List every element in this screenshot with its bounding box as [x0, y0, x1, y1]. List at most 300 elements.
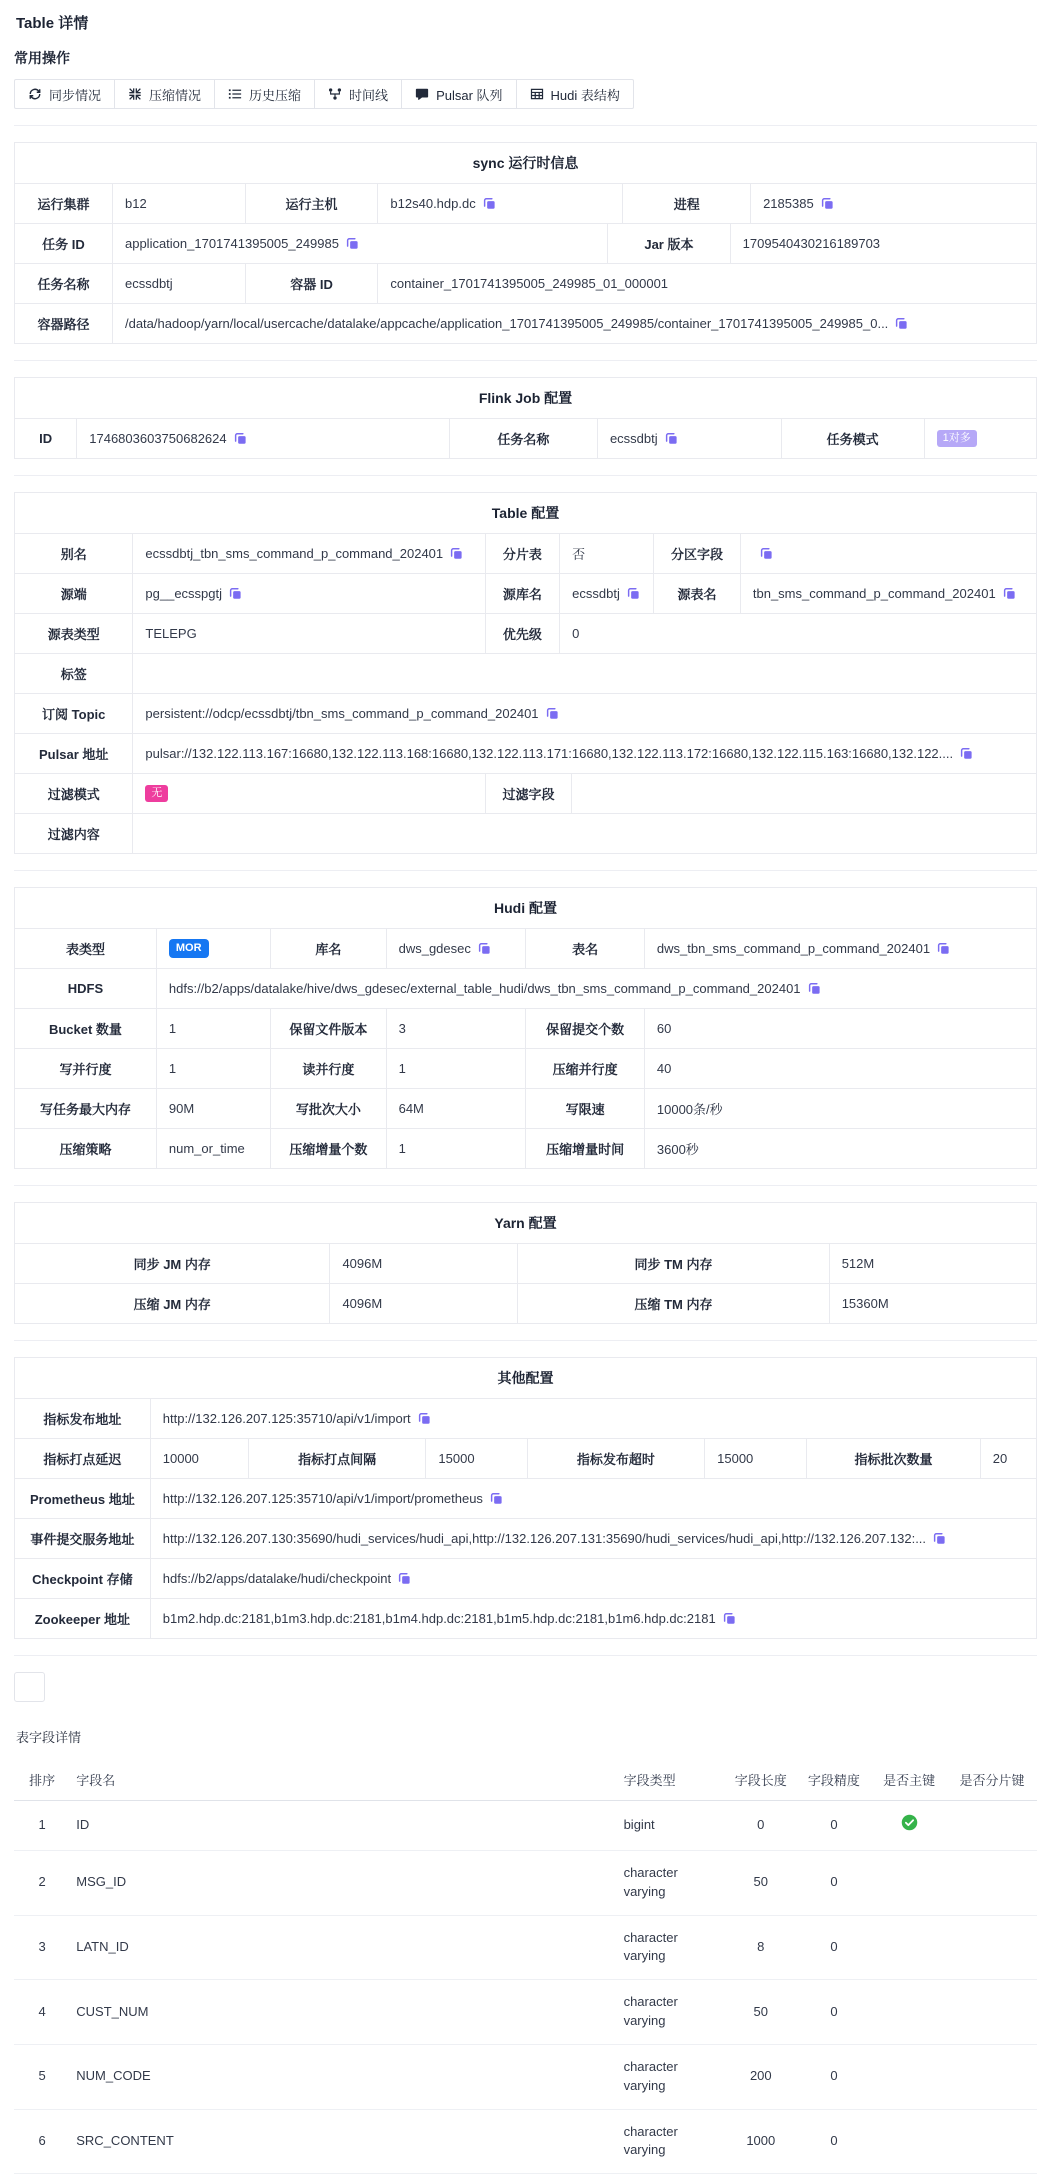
value-text: 3 [398, 1021, 406, 1036]
check-circle-icon [901, 1814, 918, 1831]
config-row [15, 1398, 1036, 1438]
field-precision: 0 [797, 1850, 872, 1915]
config-label [15, 1009, 156, 1048]
value-text: 40 [656, 1061, 672, 1076]
value-text: application_1701741395005_249985 [124, 236, 339, 251]
label-text: HDFS [67, 981, 104, 996]
field-primary-key [871, 2109, 947, 2174]
card-title: Yarn 配置 [494, 1215, 557, 1231]
hudi-schema-button[interactable] [516, 79, 634, 109]
config-label [15, 614, 132, 653]
config-value [156, 969, 1036, 1008]
value-text: 15000 [717, 1451, 754, 1466]
label-text: 压缩并行度 [552, 1062, 618, 1077]
value-text: dws_tbn_sms_command_p_command_202401 [656, 941, 931, 956]
value-text: 60 [656, 1021, 672, 1036]
config-value [132, 734, 1036, 773]
config-value [132, 614, 484, 653]
fields-column-header: 字段精度 [797, 1759, 872, 1801]
config-label [15, 1599, 150, 1638]
label-text: 写限速 [565, 1102, 605, 1117]
field-precision: 0 [797, 1915, 872, 1980]
config-row [15, 1283, 1036, 1323]
value-text: 否 [572, 547, 586, 562]
config-label [525, 1129, 643, 1168]
copy-icon[interactable] [398, 1572, 411, 1585]
config-label [15, 574, 132, 613]
pulsar-queue-button[interactable] [401, 79, 516, 109]
config-row [15, 733, 1036, 773]
fields-column-header: 字段长度 [725, 1759, 797, 1801]
config-label [270, 1129, 385, 1168]
card-title: Flink Job 配置 [478, 390, 573, 406]
hudi-config-card [14, 887, 1037, 1169]
message-icon [415, 87, 429, 101]
card-title: Table 配置 [491, 505, 560, 521]
fields-column-header: 字段名 [70, 1759, 617, 1801]
config-value [980, 1439, 1036, 1478]
config-value [597, 419, 781, 458]
value-text: 4096M [342, 1256, 383, 1271]
config-row [15, 533, 1036, 573]
copy-icon[interactable] [627, 587, 640, 600]
value-text: hdfs://b2/apps/datalake/hive/dws_gdesec/external_table_hudi/dws_tbn_sms_command_p_command_202401 [168, 981, 801, 996]
copy-icon[interactable] [450, 547, 463, 560]
label-text: 容器路径 [37, 317, 90, 332]
field-length: 200 [725, 2044, 797, 2109]
config-label [449, 419, 597, 458]
label-text: 指标发布超时 [576, 1452, 655, 1467]
config-label [270, 929, 385, 968]
config-label [485, 534, 560, 573]
flink-job-card [14, 377, 1037, 459]
config-value [740, 534, 1036, 573]
field-order: 2 [14, 1850, 70, 1915]
timeline-icon [328, 87, 342, 101]
config-row [15, 1558, 1036, 1598]
copy-icon[interactable] [1003, 587, 1016, 600]
config-row [15, 813, 1036, 853]
value-text: ecssdbtj [124, 276, 173, 291]
timeline-button[interactable] [314, 79, 402, 109]
label-text: 同步 TM 内存 [634, 1257, 713, 1272]
field-length: 50 [725, 1850, 797, 1915]
config-value [112, 184, 245, 223]
config-value [425, 1439, 526, 1478]
field-type: character varying [618, 2109, 725, 2174]
field-name: LATN_ID [70, 1915, 617, 1980]
config-label [15, 1479, 150, 1518]
label-text: Zookeeper 地址 [34, 1612, 131, 1627]
value-text: container_1701741395005_249985_01_000001 [390, 276, 669, 291]
config-value [150, 1519, 1036, 1558]
label-text: 保留文件版本 [289, 1022, 368, 1037]
config-value [386, 1089, 526, 1128]
label-text: 任务 ID [42, 237, 85, 252]
common-actions-title: 常用操作 [14, 50, 70, 66]
value-text: http://132.126.207.125:35710/api/v1/import/prometheus [162, 1491, 483, 1506]
field-shard-key [947, 1915, 1037, 1980]
field-type: bigint [618, 1801, 725, 1851]
value-text: 64M [398, 1101, 424, 1116]
config-label [15, 224, 112, 263]
config-value [571, 774, 1036, 813]
config-label [15, 1399, 150, 1438]
field-shard-key [947, 1801, 1037, 1851]
card-title: Hudi 配置 [494, 900, 557, 916]
label-text: 别名 [60, 547, 87, 562]
config-label [525, 929, 643, 968]
value-text: 3600秒 [656, 1142, 699, 1157]
fields-column-header: 字段类型 [618, 1759, 725, 1801]
value-text: 20 [992, 1451, 1008, 1466]
config-label [245, 264, 378, 303]
config-label [15, 969, 156, 1008]
label-text: Jar 版本 [644, 237, 694, 252]
copy-icon[interactable] [937, 942, 950, 955]
config-label [15, 1439, 150, 1478]
config-value [559, 614, 1036, 653]
fields-section-title: 表字段详情 [16, 1730, 82, 1745]
config-label [485, 614, 560, 653]
button-label: 压缩情况 [149, 87, 202, 103]
field-shard-key [947, 1980, 1037, 2045]
label-text: 过滤内容 [47, 827, 100, 842]
fields-column-header: 是否分片键 [947, 1759, 1037, 1801]
config-label [517, 1244, 828, 1283]
section-divider [14, 360, 1037, 361]
label-text: ID [39, 431, 53, 446]
button-label: 同步情况 [49, 87, 102, 103]
card-title: 其他配置 [497, 1370, 554, 1386]
sync-status-button[interactable] [14, 79, 115, 109]
config-label [15, 654, 132, 693]
compress-status-button[interactable] [114, 79, 215, 109]
config-label [653, 534, 740, 573]
field-name: CUST_NUM [70, 1980, 617, 2045]
config-value [132, 654, 1036, 693]
field-order: 5 [14, 2044, 70, 2109]
config-label [15, 184, 112, 223]
config-value [156, 1089, 270, 1128]
config-value [730, 224, 1036, 263]
field-order: 1 [14, 1801, 70, 1851]
copy-icon[interactable] [490, 1492, 503, 1505]
config-value [132, 534, 484, 573]
value-text: dws_gdesec [398, 941, 471, 956]
config-label [15, 304, 112, 343]
copy-icon[interactable] [665, 432, 678, 445]
config-value [559, 574, 653, 613]
config-value [644, 1009, 1036, 1048]
section-divider [14, 1655, 1037, 1656]
config-value [150, 1559, 1036, 1598]
copy-icon[interactable] [229, 587, 242, 600]
config-label [525, 1089, 643, 1128]
config-row [15, 613, 1036, 653]
config-label [15, 774, 132, 813]
config-value [829, 1284, 1036, 1323]
config-label [15, 264, 112, 303]
config-value [132, 814, 1036, 853]
value-text: num_or_time [168, 1141, 245, 1156]
copy-icon[interactable] [478, 942, 491, 955]
label-text: 源库名 [502, 587, 542, 602]
value-text: ecssdbtj [572, 586, 620, 601]
label-text: 指标批次数量 [854, 1452, 933, 1467]
config-label [15, 694, 132, 733]
config-label [15, 814, 132, 853]
config-label [622, 184, 750, 223]
fields-column-header: 排序 [14, 1759, 70, 1801]
copy-icon[interactable] [418, 1412, 431, 1425]
label-text: 容器 ID [290, 277, 333, 292]
value-text: hdfs://b2/apps/datalake/hudi/checkpoint [162, 1571, 392, 1586]
config-row [15, 1048, 1036, 1088]
config-value [829, 1244, 1036, 1283]
value-text: 1746803603750682624 [89, 431, 227, 446]
button-label: Pulsar 队列 [436, 87, 503, 103]
fields-header-row [14, 1759, 1037, 1801]
field-name: NUM_CODE [70, 2044, 617, 2109]
field-row [14, 1980, 1037, 2045]
config-value [150, 1399, 1036, 1438]
field-length: 1000 [725, 2109, 797, 2174]
config-value [150, 1599, 1036, 1638]
config-value [559, 534, 653, 573]
config-label [15, 534, 132, 573]
label-text: 压缩 TM 内存 [634, 1297, 713, 1312]
config-label [806, 1439, 980, 1478]
field-primary-key [871, 2044, 947, 2109]
label-text: 库名 [315, 942, 342, 957]
label-text: 同步 JM 内存 [133, 1257, 211, 1272]
history-compress-button[interactable] [214, 79, 315, 109]
label-text: 写并行度 [59, 1062, 112, 1077]
config-value [924, 419, 1036, 458]
value-text: b1m2.hdp.dc:2181,b1m3.hdp.dc:2181,b1m4.hdp.dc:2181,b1m5.hdp.dc:2181,b1m6.hdp.dc:2181 [162, 1611, 716, 1626]
value-badge: MOR [169, 939, 209, 958]
config-value [132, 774, 484, 813]
label-text: 压缩增量个数 [289, 1142, 368, 1157]
card-title: sync 运行时信息 [472, 155, 579, 171]
label-text: 任务名称 [497, 432, 550, 447]
config-value [644, 1049, 1036, 1088]
config-row [15, 1478, 1036, 1518]
table-config-card [14, 492, 1037, 854]
config-value [644, 929, 1036, 968]
command-toolbar [14, 79, 1037, 109]
config-value [386, 1049, 526, 1088]
label-text: 压缩增量时间 [546, 1142, 625, 1157]
copy-icon[interactable] [808, 982, 821, 995]
label-text: 读并行度 [302, 1062, 355, 1077]
value-text: 15000 [438, 1451, 475, 1466]
section-divider [14, 870, 1037, 871]
config-label [15, 1129, 156, 1168]
config-label [270, 1049, 385, 1088]
section-divider [14, 1340, 1037, 1341]
config-row [15, 1243, 1036, 1283]
value-text: 10000条/秒 [656, 1102, 723, 1117]
config-label [525, 1049, 643, 1088]
table-structure-icon [530, 87, 544, 101]
config-label [15, 734, 132, 773]
config-value [377, 184, 622, 223]
config-value [156, 1009, 270, 1048]
field-order: 6 [14, 2109, 70, 2174]
config-label [15, 1559, 150, 1598]
field-row [14, 2044, 1037, 2109]
value-text: 1 [168, 1061, 177, 1076]
config-value [644, 1089, 1036, 1128]
field-name: MSG_ID [70, 1850, 617, 1915]
config-row [15, 1008, 1036, 1048]
field-order: 3 [14, 1915, 70, 1980]
config-row [15, 773, 1036, 813]
config-label [517, 1284, 828, 1323]
label-text: 指标打点延迟 [43, 1452, 122, 1467]
value-text: b12 [124, 196, 147, 211]
field-type: character varying [618, 1915, 725, 1980]
label-text: Checkpoint 存储 [32, 1572, 133, 1587]
config-value [377, 264, 1036, 303]
sync-icon [28, 87, 42, 101]
value-text: 512M [841, 1256, 875, 1271]
config-value [132, 574, 484, 613]
label-text: 指标打点间隔 [298, 1452, 377, 1467]
label-text: 写任务最大内存 [39, 1102, 131, 1117]
config-label [270, 1009, 385, 1048]
copy-icon[interactable] [483, 197, 496, 210]
label-text: 指标发布地址 [43, 1412, 122, 1427]
copy-icon[interactable] [895, 317, 908, 330]
label-text: 过滤字段 [502, 787, 555, 802]
yarn-config-card [14, 1202, 1037, 1324]
copy-icon[interactable] [933, 1532, 946, 1545]
copy-icon[interactable] [234, 432, 247, 445]
config-label [15, 929, 156, 968]
config-label [485, 774, 572, 813]
field-shard-key [947, 2109, 1037, 2174]
config-row [15, 1438, 1036, 1478]
label-text: 表类型 [65, 942, 105, 957]
copy-icon[interactable] [546, 707, 559, 720]
page-title: Table 详情 [16, 15, 89, 32]
config-row [15, 183, 1036, 223]
label-text: 源端 [60, 587, 87, 602]
config-value [150, 1479, 1036, 1518]
field-length: 0 [725, 1801, 797, 1851]
value-text: 10000 [162, 1451, 199, 1466]
value-text: ecssdbtj_tbn_sms_command_p_command_202401 [145, 546, 444, 561]
value-text: persistent://odcp/ecssdbtj/tbn_sms_command_p_command_202401 [145, 706, 539, 721]
field-primary-key [871, 1915, 947, 1980]
field-type: character varying [618, 1980, 725, 2045]
config-row [15, 223, 1036, 263]
field-shard-key [947, 1850, 1037, 1915]
config-label [15, 419, 76, 458]
config-row [15, 928, 1036, 968]
copy-icon[interactable] [960, 747, 973, 760]
button-label: Hudi 表结构 [550, 87, 620, 103]
copy-icon[interactable] [760, 547, 773, 560]
config-label [15, 1089, 156, 1128]
field-name: ID [70, 1801, 617, 1851]
label-text: 进程 [673, 197, 700, 212]
label-text: 运行集群 [37, 197, 90, 212]
value-badge: 1对多 [937, 430, 977, 447]
config-label [527, 1439, 705, 1478]
config-value [112, 224, 607, 263]
field-precision: 0 [797, 1801, 872, 1851]
config-cards [14, 125, 1037, 1656]
copy-icon[interactable] [346, 237, 359, 250]
value-text: 1709540430216189703 [742, 236, 881, 251]
value-badge: 无 [145, 785, 168, 802]
button-label: 历史压缩 [249, 87, 302, 103]
config-row [15, 653, 1036, 693]
label-text: 源表名 [677, 587, 717, 602]
label-text: 优先级 [502, 627, 542, 642]
label-text: 运行主机 [285, 197, 338, 212]
label-text: 任务名称 [37, 277, 90, 292]
label-text: 标签 [60, 667, 87, 682]
value-text: 2185385 [763, 196, 814, 211]
field-type: character varying [618, 2044, 725, 2109]
field-name: SRC_CONTENT [70, 2109, 617, 2174]
value-text: tbn_sms_command_p_command_202401 [752, 586, 996, 601]
value-text: http://132.126.207.125:35710/api/v1/import [162, 1411, 411, 1426]
field-row [14, 1850, 1037, 1915]
config-value [156, 1129, 270, 1168]
label-text: 源表类型 [47, 627, 100, 642]
label-text: 分区字段 [670, 547, 723, 562]
label-text: 任务模式 [826, 432, 879, 447]
config-label [15, 1049, 156, 1088]
config-label [15, 1284, 329, 1323]
columns-dropdown-button[interactable] [14, 1672, 45, 1702]
label-text: 分片表 [502, 547, 542, 562]
label-text: 事件提交服务地址 [30, 1532, 135, 1547]
config-value [750, 184, 1036, 223]
config-value [112, 304, 1036, 343]
copy-icon[interactable] [723, 1612, 736, 1625]
copy-icon[interactable] [821, 197, 834, 210]
value-text: 1 [398, 1061, 406, 1076]
field-row [14, 2109, 1037, 2174]
label-text: 保留提交个数 [546, 1022, 625, 1037]
config-label [270, 1089, 385, 1128]
section-divider [14, 475, 1037, 476]
value-text: /data/hadoop/yarn/local/usercache/datalake/appcache/application_1701741395005_249985/container_1701741395005_249985_0... [124, 316, 889, 331]
config-value [644, 1129, 1036, 1168]
label-text: 写批次大小 [295, 1102, 361, 1117]
config-row [15, 1088, 1036, 1128]
config-row [15, 693, 1036, 733]
value-text: 0 [572, 626, 580, 641]
config-value [76, 419, 449, 458]
config-value [112, 264, 245, 303]
field-shard-key [947, 2044, 1037, 2109]
config-label [607, 224, 730, 263]
field-length: 8 [725, 1915, 797, 1980]
value-text: 4096M [342, 1296, 383, 1311]
value-text: 15360M [841, 1296, 889, 1311]
value-text: TELEPG [145, 626, 197, 641]
config-row [15, 573, 1036, 613]
label-text: 压缩 JM 内存 [133, 1297, 211, 1312]
